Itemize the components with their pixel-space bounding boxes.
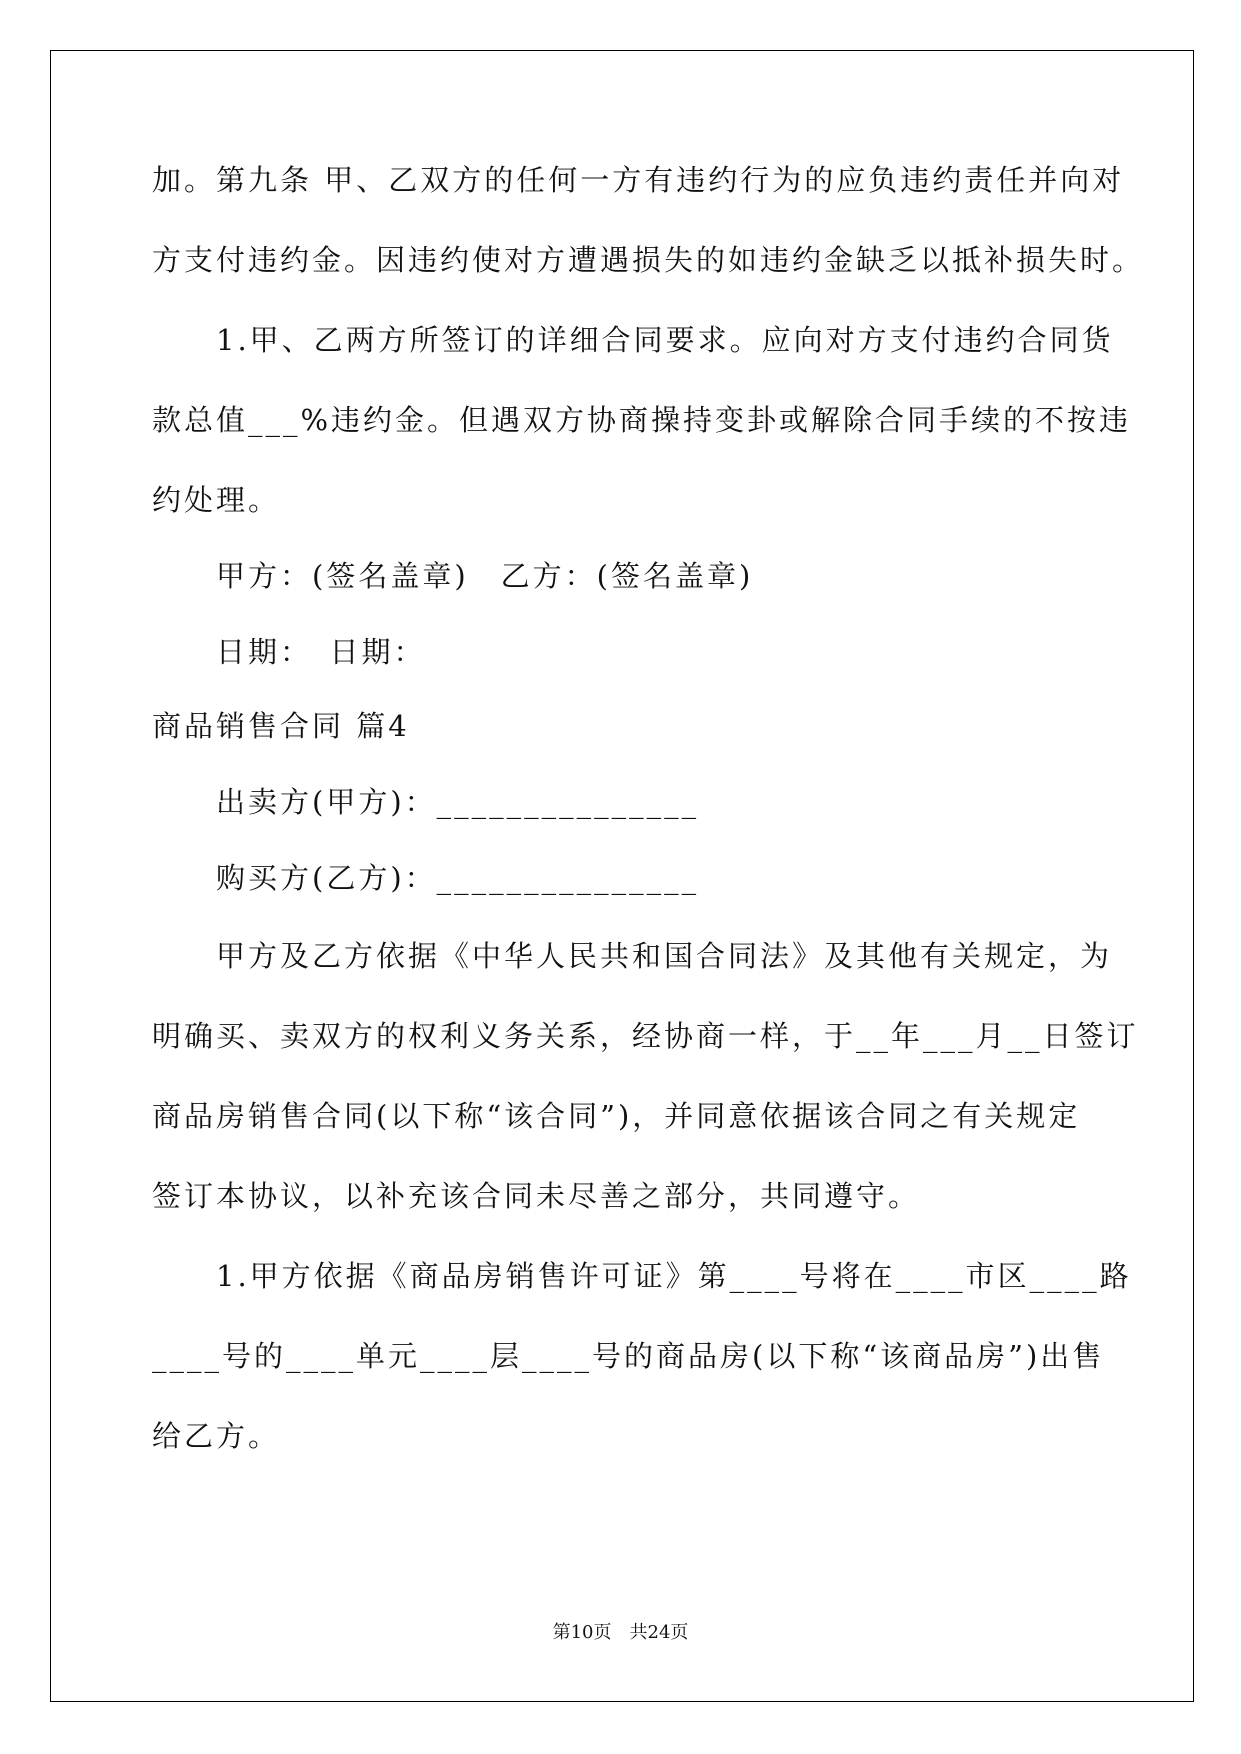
seller-line: 出卖方(甲方)：_______________ [216,785,700,819]
text-line: 签订本协议，以补充该合同未尽善之部分，共同遵守。 [152,1179,921,1213]
text-line: 款总值___%违约金。但遇双方协商操持变卦或解除合同手续的不按违 [152,403,1132,437]
date-line: 日期： 日期： [216,635,426,669]
page-number-footer: 第10页 共24页 [552,1622,689,1643]
buyer-line: 购买方(乙方)：_______________ [216,861,700,895]
text-line: 商品房销售合同(以下称“该合同”)，并同意依据该合同之有关规定 [152,1099,1081,1133]
text-line: 约处理。 [152,483,281,517]
signature-line: 甲方：(签名盖章) 乙方：(签名盖章) [216,559,754,593]
text-line: 加。第九条 甲、乙双方的任何一方有违约行为的应负违约责任并向对 [152,163,1125,197]
section-heading: 商品销售合同 篇4 [152,709,410,743]
text-line: 给乙方。 [152,1419,281,1453]
text-line: 1.甲方依据《商品房销售许可证》第____号将在____市区____路 [216,1259,1132,1293]
text-line: ____号的____单元____层____号的商品房(以下称“该商品房”)出售 [152,1339,1105,1373]
text-line: 1.甲、乙两方所签订的详细合同要求。应向对方支付违约合同货 [216,323,1114,357]
text-line: 方支付违约金。因违约使对方遭遇损失的如违约金缺乏以抵补损失时。 [152,243,1145,277]
text-line: 甲方及乙方依据《中华人民共和国合同法》及其他有关规定，为 [216,939,1113,973]
text-line: 明确买、卖双方的权利义务关系，经协商一样，于__年___月__日签订 [152,1019,1139,1053]
